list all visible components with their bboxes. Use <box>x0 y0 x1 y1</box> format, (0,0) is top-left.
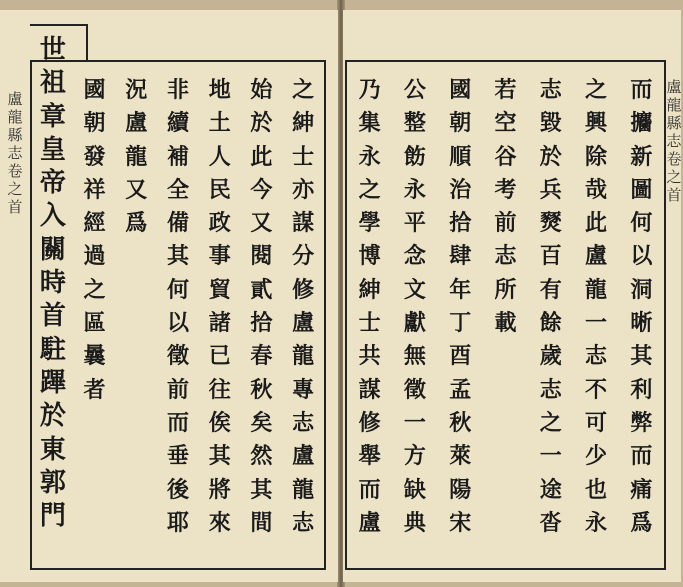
character: 攟 <box>630 110 653 137</box>
character: 祥 <box>83 176 106 203</box>
character: 之 <box>292 77 315 103</box>
character: 專 <box>292 376 315 403</box>
frame-notch <box>30 24 86 26</box>
character: 國 <box>449 77 472 103</box>
character: 爲 <box>125 210 148 237</box>
text-column <box>355 74 385 540</box>
character: 此 <box>585 210 608 237</box>
character: 徵 <box>403 376 426 403</box>
character: 圖 <box>630 176 653 203</box>
character: 利 <box>630 376 653 403</box>
character: 曩 <box>83 343 106 370</box>
character: 洞 <box>630 276 653 303</box>
character: 於 <box>250 110 273 137</box>
character: 已 <box>208 343 231 370</box>
character: 飭 <box>403 143 426 170</box>
character: 後 <box>166 476 189 503</box>
character: 拾 <box>250 310 273 337</box>
character: 乃 <box>358 77 381 103</box>
character: 弊 <box>630 409 653 436</box>
character: 燹 <box>539 210 562 237</box>
character: 備 <box>166 210 189 237</box>
character: 所 <box>494 276 517 303</box>
margin-character: 志 <box>7 144 23 162</box>
character: 一 <box>539 443 562 470</box>
character: 志 <box>292 409 315 436</box>
character: 平 <box>403 210 426 237</box>
character: 春 <box>250 343 273 370</box>
character: 章 <box>39 101 66 132</box>
character: 何 <box>166 276 189 303</box>
character: 博 <box>358 243 381 270</box>
character: 空 <box>494 110 517 137</box>
margin-character: 首 <box>666 186 682 204</box>
character: 順 <box>449 143 472 170</box>
character: 除 <box>585 143 608 170</box>
text-column <box>38 34 68 533</box>
text-column <box>163 74 193 540</box>
character: 其 <box>630 343 653 370</box>
character: 修 <box>358 409 381 436</box>
margin-character: 縣 <box>666 114 682 132</box>
character: 途 <box>539 476 562 503</box>
character: 分 <box>292 243 315 270</box>
character: 載 <box>494 310 517 337</box>
character: 盧 <box>358 509 381 536</box>
character: 士 <box>292 143 315 170</box>
character: 首 <box>39 301 66 332</box>
character: 志 <box>539 77 562 103</box>
character: 朝 <box>449 110 472 137</box>
character: 朝 <box>83 110 106 137</box>
character: 又 <box>125 176 148 203</box>
character: 餘 <box>539 310 562 337</box>
character: 國 <box>83 77 106 103</box>
margin-character: 卷 <box>7 162 23 180</box>
character: 於 <box>39 401 66 432</box>
character: 其 <box>208 443 231 470</box>
character: 集 <box>358 110 381 137</box>
character: 耶 <box>166 509 189 536</box>
character: 肆 <box>449 243 472 270</box>
character: 丁 <box>449 310 472 337</box>
margin-character: 之 <box>666 168 682 186</box>
character: 學 <box>358 210 381 237</box>
character: 然 <box>250 443 273 470</box>
character: 一 <box>403 409 426 436</box>
character: 之 <box>83 276 106 303</box>
character: 志 <box>585 343 608 370</box>
character: 者 <box>83 376 106 403</box>
character: 一 <box>585 310 608 337</box>
character: 垂 <box>166 443 189 470</box>
character: 關 <box>39 234 66 265</box>
text-column <box>205 74 235 540</box>
character: 哉 <box>585 176 608 203</box>
character: 今 <box>250 176 273 203</box>
character: 土 <box>208 110 231 137</box>
character: 新 <box>630 143 653 170</box>
character: 皇 <box>39 134 66 165</box>
character: 沓 <box>539 509 562 536</box>
character: 獻 <box>403 310 426 337</box>
character: 而 <box>166 409 189 436</box>
margin-character: 盧 <box>7 90 23 108</box>
character: 將 <box>208 476 231 503</box>
character: 前 <box>494 210 517 237</box>
character: 間 <box>250 509 273 536</box>
margin-character: 志 <box>666 132 682 150</box>
character: 何 <box>630 210 653 237</box>
character: 修 <box>292 276 315 303</box>
character: 酉 <box>449 343 472 370</box>
character: 貳 <box>250 276 273 303</box>
left-margin-label <box>4 90 26 216</box>
character: 區 <box>83 310 106 337</box>
character: 孟 <box>449 376 472 403</box>
character: 志 <box>292 509 315 536</box>
character: 盧 <box>292 310 315 337</box>
character: 龍 <box>585 276 608 303</box>
character: 貿 <box>208 276 231 303</box>
character: 時 <box>39 268 66 299</box>
character: 亦 <box>292 176 315 203</box>
character: 矣 <box>250 409 273 436</box>
left-text-frame <box>30 35 326 570</box>
character: 祖 <box>39 68 66 99</box>
character: 兵 <box>539 176 562 203</box>
frame-notch-side <box>86 24 88 62</box>
character: 士 <box>358 310 381 337</box>
character: 志 <box>539 376 562 403</box>
character: 爲 <box>630 509 653 536</box>
character: 不 <box>585 376 608 403</box>
character: 閱 <box>250 243 273 270</box>
character: 無 <box>403 343 426 370</box>
character: 永 <box>358 143 381 170</box>
right-margin-label <box>663 78 683 204</box>
character: 痛 <box>630 476 653 503</box>
character: 念 <box>403 243 426 270</box>
character: 門 <box>39 501 66 532</box>
character: 之 <box>539 409 562 436</box>
character: 以 <box>630 243 653 270</box>
character: 龍 <box>292 476 315 503</box>
character: 陽 <box>449 476 472 503</box>
character: 歲 <box>539 343 562 370</box>
character: 之 <box>358 176 381 203</box>
margin-character: 縣 <box>7 126 23 144</box>
character: 民 <box>208 176 231 203</box>
character: 拾 <box>449 210 472 237</box>
character: 前 <box>166 376 189 403</box>
character: 以 <box>166 310 189 337</box>
character: 秋 <box>449 409 472 436</box>
character: 又 <box>250 210 273 237</box>
character: 方 <box>403 443 426 470</box>
character: 年 <box>449 276 472 303</box>
character: 經 <box>83 210 106 237</box>
character: 整 <box>403 110 426 137</box>
character: 共 <box>358 343 381 370</box>
character: 而 <box>630 443 653 470</box>
character: 考 <box>494 176 517 203</box>
margin-character: 卷 <box>666 150 682 168</box>
character: 興 <box>585 110 608 137</box>
character: 有 <box>539 276 562 303</box>
character: 盧 <box>125 110 148 137</box>
character: 發 <box>83 143 106 170</box>
text-column <box>80 74 110 407</box>
character: 其 <box>166 243 189 270</box>
character: 於 <box>539 143 562 170</box>
character: 其 <box>250 476 273 503</box>
text-column <box>246 74 276 540</box>
character: 政 <box>208 210 231 237</box>
right-page <box>343 10 681 582</box>
character: 紳 <box>358 276 381 303</box>
character: 萊 <box>449 443 472 470</box>
character: 過 <box>83 243 106 270</box>
character: 志 <box>494 243 517 270</box>
margin-character: 首 <box>7 198 23 216</box>
margin-character: 龍 <box>666 96 682 114</box>
text-column <box>536 74 566 540</box>
character: 續 <box>166 110 189 137</box>
character: 此 <box>250 143 273 170</box>
character: 之 <box>585 77 608 103</box>
margin-character: 龍 <box>7 108 23 126</box>
character: 俟 <box>208 409 231 436</box>
character: 來 <box>208 509 231 536</box>
character: 補 <box>166 143 189 170</box>
margin-character: 盧 <box>666 78 682 96</box>
character: 人 <box>208 143 231 170</box>
character: 宋 <box>449 509 472 536</box>
character: 毀 <box>539 110 562 137</box>
character: 公 <box>403 77 426 103</box>
character: 蹕 <box>39 367 66 398</box>
text-column <box>121 74 151 240</box>
character: 謀 <box>358 376 381 403</box>
character: 百 <box>539 243 562 270</box>
left-page <box>0 10 338 582</box>
character: 謀 <box>292 210 315 237</box>
character: 地 <box>208 77 231 103</box>
character: 紳 <box>292 110 315 137</box>
character: 全 <box>166 176 189 203</box>
character: 入 <box>39 201 66 232</box>
margin-character: 之 <box>7 180 23 198</box>
character: 徵 <box>166 343 189 370</box>
character: 晰 <box>630 310 653 337</box>
text-column <box>491 74 521 340</box>
character: 況 <box>125 77 148 103</box>
character: 谷 <box>494 143 517 170</box>
character: 永 <box>403 176 426 203</box>
character: 帝 <box>39 168 66 199</box>
character: 缺 <box>403 476 426 503</box>
text-column <box>581 74 611 540</box>
character: 少 <box>585 443 608 470</box>
character: 非 <box>166 77 189 103</box>
character: 龍 <box>125 143 148 170</box>
character: 龍 <box>292 343 315 370</box>
character: 郭 <box>39 467 66 498</box>
character: 盧 <box>292 443 315 470</box>
character: 事 <box>208 243 231 270</box>
character: 若 <box>494 77 517 103</box>
character: 也 <box>585 476 608 503</box>
character: 始 <box>250 77 273 103</box>
character: 而 <box>630 77 653 103</box>
character: 而 <box>358 476 381 503</box>
character: 治 <box>449 176 472 203</box>
character: 可 <box>585 409 608 436</box>
character: 永 <box>585 509 608 536</box>
character: 往 <box>208 376 231 403</box>
character: 舉 <box>358 443 381 470</box>
character: 盧 <box>585 243 608 270</box>
character: 駐 <box>39 334 66 365</box>
character: 東 <box>39 434 66 465</box>
character: 文 <box>403 276 426 303</box>
right-text-frame <box>345 60 666 570</box>
text-column <box>626 74 656 540</box>
character: 秋 <box>250 376 273 403</box>
character: 典 <box>403 509 426 536</box>
character: 世 <box>39 35 66 65</box>
text-column <box>288 74 318 540</box>
text-column <box>400 74 430 540</box>
character: 諸 <box>208 310 231 337</box>
text-column <box>445 74 475 540</box>
